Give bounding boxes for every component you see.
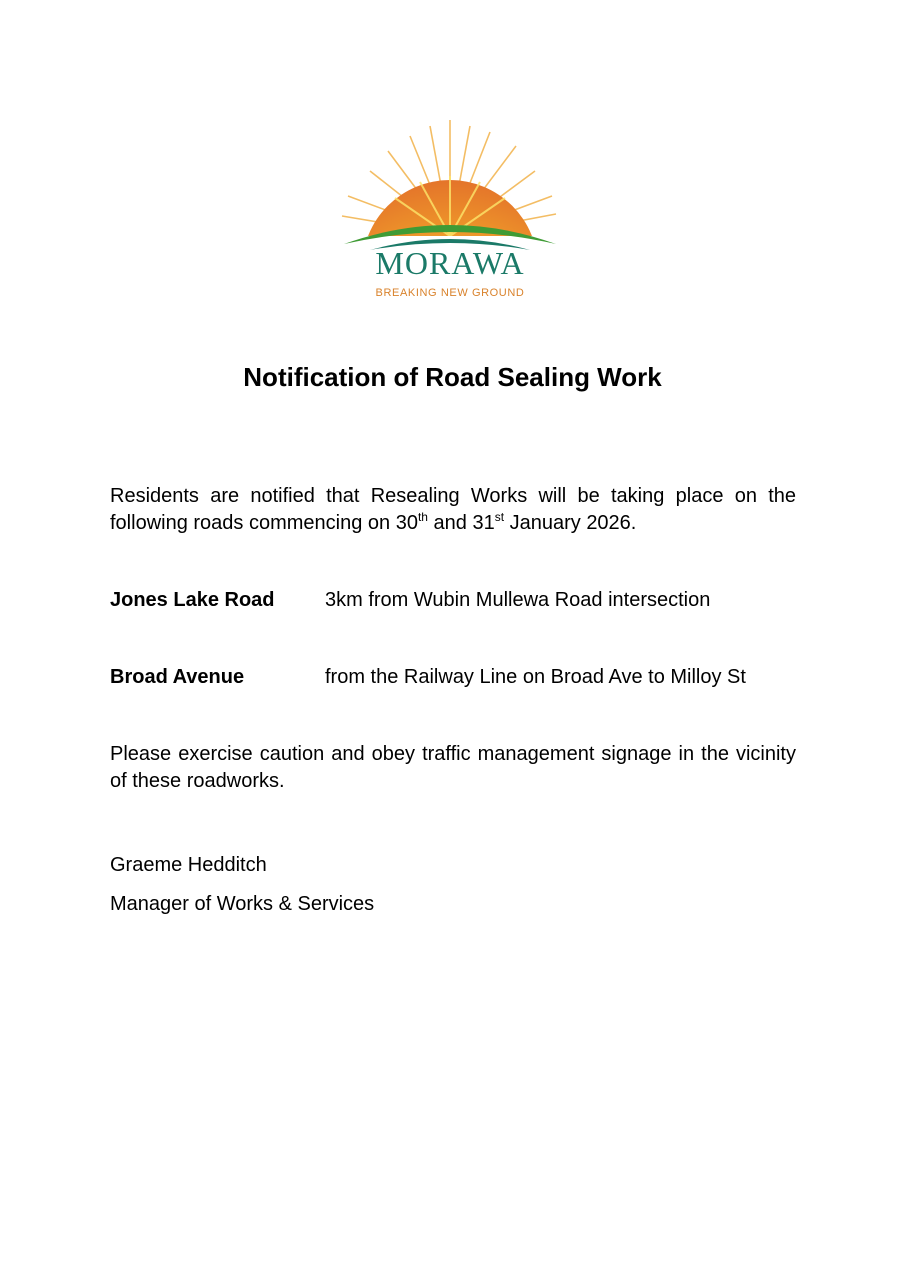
road-description: from the Railway Line on Broad Ave to Milloy St xyxy=(325,666,746,688)
intro-text: January 2026. xyxy=(504,512,637,534)
intro-text: Residents are notified that Resealing Works will be taking place on the following roads commencing on 30 xyxy=(110,485,796,534)
intro-text: and 31 xyxy=(427,512,495,534)
signatory-name: Graeme Hedditch xyxy=(110,854,267,876)
logo-tagline: BREAKING NEW GROUND xyxy=(375,287,525,299)
road-name: Broad Avenue xyxy=(110,666,245,688)
road-description: 3km from Wubin Mullewa Road intersection xyxy=(325,589,711,611)
ordinal-suffix: st xyxy=(494,510,505,524)
page-title: Notification of Road Sealing Work xyxy=(243,362,662,392)
road-entry xyxy=(110,587,796,614)
morawa-logo xyxy=(340,116,560,300)
intro-paragraph xyxy=(110,483,796,537)
logo-wordmark: MORAWA xyxy=(375,245,525,281)
caution-paragraph: Please exercise caution and obey traffic management signage in the vicinity of these roadworks. xyxy=(110,743,796,792)
signatory-position: Manager of Works & Services xyxy=(110,893,375,915)
road-entry xyxy=(110,664,796,691)
ordinal-suffix: th xyxy=(417,510,428,524)
road-name: Jones Lake Road xyxy=(110,589,275,611)
